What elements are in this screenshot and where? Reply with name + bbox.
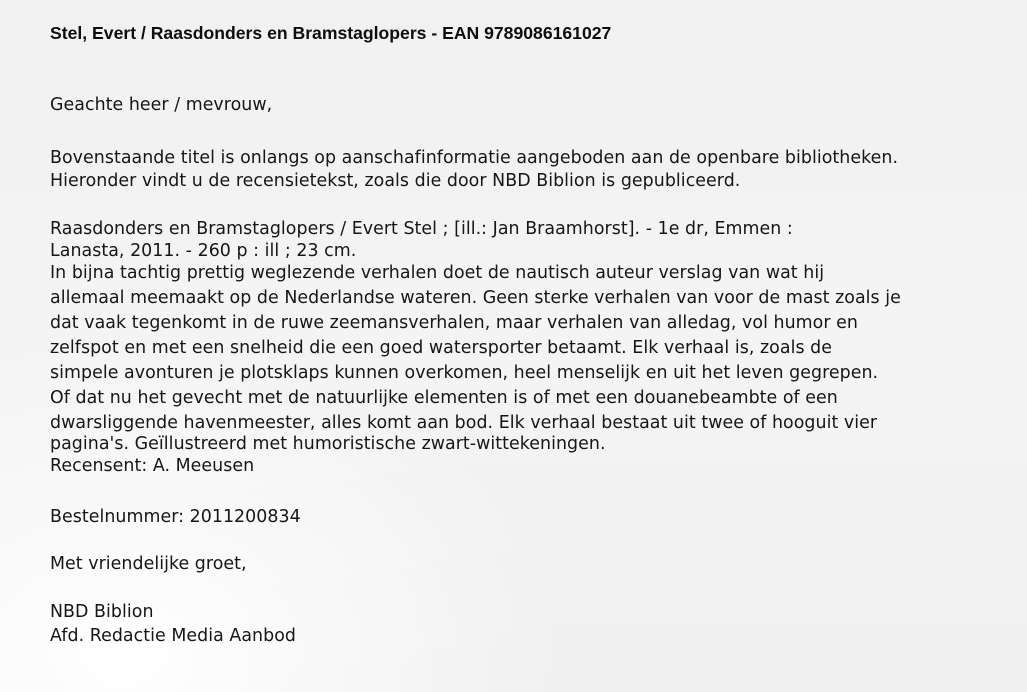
order-number: Bestelnummer: 2011200834 xyxy=(50,507,301,527)
bibliographic-line-1: Raasdonders en Bramstaglopers / Evert Stel ; [ill.: Jan Braamhorst]. - 1e dr, Emmen : xyxy=(50,219,793,239)
review-line: Of dat nu het gevecht met de natuurlijke elementen is of met een douanebeambte of een xyxy=(50,388,838,408)
review-line: dat vaak tegenkomt in de ruwe zeemansverhalen, maar verhalen van alledag, vol humor en xyxy=(50,313,858,333)
intro-line-2: Hieronder vindt u de recensietekst, zoals die door NBD Biblion is gepubliceerd. xyxy=(50,171,741,191)
review-line: In bijna tachtig prettig weglezende verhalen doet de nautisch auteur verslag van wat hij xyxy=(50,263,825,283)
intro-line-1: Bovenstaande titel is onlangs op aanschafinformatie aangeboden aan de openbare bibliotheken. xyxy=(50,148,899,168)
sender-dept: Afd. Redactie Media Aanbod xyxy=(50,626,296,646)
review-line: simpele avonturen je plotsklaps kunnen overkomen, heel menselijk en uit het leven gegrepen. xyxy=(50,363,879,383)
bibliographic-line-2: Lanasta, 2011. - 260 p : ill ; 23 cm. xyxy=(50,241,357,261)
reviewer: Recensent: A. Meeusen xyxy=(50,456,255,476)
sender-org: NBD Biblion xyxy=(50,602,154,622)
letter-heading: Stel, Evert / Raasdonders en Bramstaglopers - EAN 9789086161027 xyxy=(50,23,612,43)
salutation: Geachte heer / mevrouw, xyxy=(50,95,273,115)
closing: Met vriendelijke groet, xyxy=(50,554,247,574)
review-line: dwarsliggende havenmeester, alles komt aan bod. Elk verhaal bestaat uit twee of hooguit vier xyxy=(50,413,878,433)
review-line: zelfspot en met een snelheid die een goed watersporter betaamt. Elk verhaal is, zoals de xyxy=(50,338,832,358)
review-line: allemaal meemaakt op de Nederlandse wateren. Geen sterke verhalen van voor de mast zoals je xyxy=(50,288,901,308)
review-line: pagina's. Geïllustreerd met humoristische zwart-wittekeningen. xyxy=(50,434,606,454)
